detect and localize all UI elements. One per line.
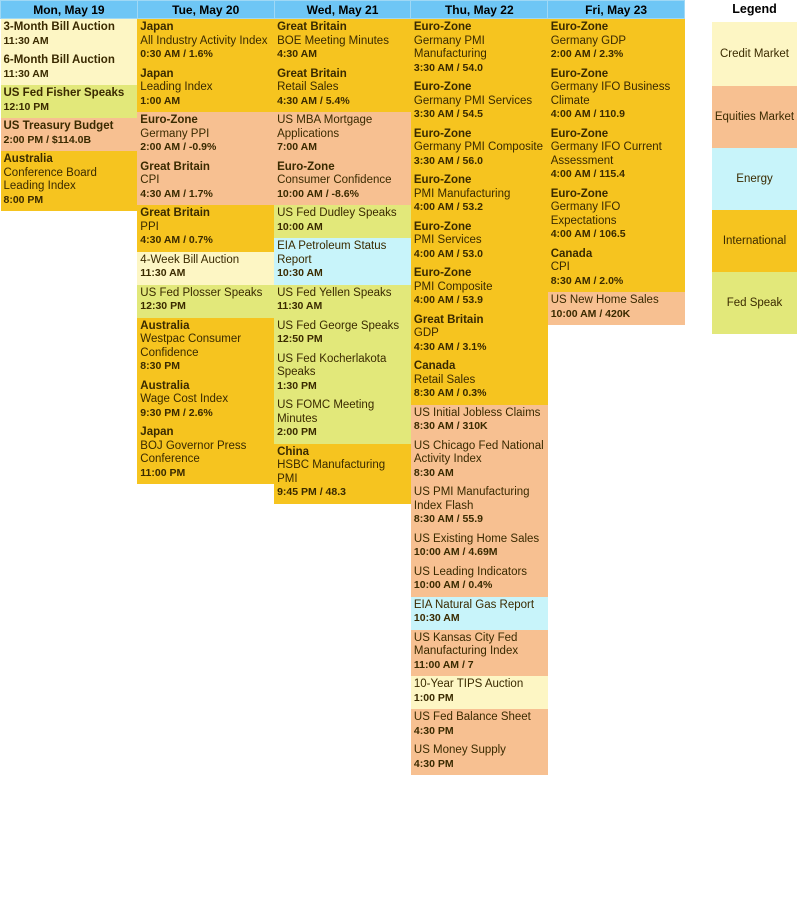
event-country: Euro-Zone	[550, 21, 609, 33]
event-meta: 8:30 AM / 0.3%	[413, 387, 487, 399]
event-meta: 9:30 PM / 2.6%	[140, 406, 213, 419]
calendar-event[interactable]	[548, 19, 685, 66]
event-meta: 12:50 PM	[277, 333, 323, 345]
calendar-event[interactable]	[411, 531, 548, 564]
calendar-header-row	[1, 1, 685, 19]
day-column-fri	[548, 19, 685, 776]
event-title: Germany IFO Business Climate	[550, 81, 671, 107]
event-title: US New Home Sales	[550, 294, 659, 306]
event-meta: 4:30 AM / 3.1%	[413, 340, 487, 353]
day-header-tue: Tue, May 20	[137, 1, 274, 19]
event-meta: 11:30 AM	[3, 34, 49, 47]
calendar-event[interactable]	[411, 676, 548, 709]
event-country: Japan	[140, 67, 174, 80]
event-meta: 3:30 AM / 54.5	[413, 108, 483, 120]
calendar-event[interactable]	[137, 318, 274, 378]
event-meta: 4:30 AM	[277, 48, 317, 60]
event-meta: 4:30 PM	[413, 757, 454, 770]
legend-item-credit-market	[712, 22, 797, 86]
calendar-event[interactable]	[137, 19, 274, 66]
event-title: US Fed Yellen Speaks	[277, 286, 392, 299]
event-meta: 2:00 PM / $114.0B	[3, 133, 92, 146]
calendar-event[interactable]	[411, 312, 548, 359]
legend-item-fed-speak	[712, 272, 797, 334]
event-title: US Kansas City Fed Manufacturing Index	[413, 631, 519, 657]
event-title: Germany PMI Services	[413, 94, 533, 107]
calendar-event[interactable]	[137, 424, 274, 484]
event-country: Euro-Zone	[140, 114, 198, 126]
event-meta: 4:30 AM / 5.4%	[277, 94, 350, 107]
event-country: Euro-Zone	[413, 267, 472, 279]
event-title: 6-Month Bill Auction	[3, 54, 115, 66]
event-meta: 4:00 AM / 53.9	[413, 294, 483, 306]
legend-label-fed-speak: Fed Speak	[726, 297, 783, 309]
calendar-event[interactable]	[411, 126, 548, 173]
legend	[712, 0, 797, 334]
event-country: Euro-Zone	[413, 174, 472, 186]
calendar-event[interactable]	[411, 219, 548, 266]
calendar-event[interactable]	[137, 252, 274, 285]
calendar-event[interactable]	[411, 79, 548, 126]
event-title: US FOMC Meeting Minutes	[277, 399, 375, 425]
calendar-event[interactable]	[274, 19, 411, 66]
calendar-event[interactable]	[274, 444, 411, 504]
event-meta: 8:30 AM / 310K	[413, 420, 488, 432]
event-meta: 2:00 AM / -0.9%	[140, 141, 217, 153]
event-meta: 7:00 AM	[277, 141, 317, 153]
calendar-event[interactable]	[548, 246, 685, 293]
event-country: Euro-Zone	[413, 21, 472, 33]
day-column-wed	[274, 19, 411, 776]
event-title: US Existing Home Sales	[413, 532, 540, 545]
event-title: Retail Sales	[277, 81, 339, 93]
calendar-event[interactable]	[1, 151, 138, 211]
event-meta: 4:30 AM / 1.7%	[140, 187, 213, 200]
event-title: US Leading Indicators	[413, 565, 528, 578]
day-header-mon: Mon, May 19	[1, 1, 138, 19]
event-title: 4-Week Bill Auction	[140, 253, 240, 266]
calendar-event[interactable]	[274, 285, 411, 318]
event-country: Australia	[3, 153, 53, 165]
event-country: Canada	[550, 247, 593, 260]
event-country: Euro-Zone	[277, 160, 335, 173]
event-title: CPI	[140, 174, 160, 186]
legend-label-equities-market: Equities Market	[714, 111, 795, 123]
event-meta: 8:30 AM	[413, 466, 454, 479]
event-country: Australia	[140, 379, 190, 392]
calendar-event[interactable]	[1, 85, 138, 118]
event-title: Westpac Consumer Confidence	[140, 333, 242, 359]
event-meta: 3:30 AM / 56.0	[413, 154, 483, 167]
calendar-event[interactable]	[411, 19, 548, 79]
event-title: PMI Composite	[413, 280, 493, 293]
event-title: US Fed Kocherlakota Speaks	[277, 352, 387, 378]
event-country: Euro-Zone	[550, 127, 609, 140]
event-meta: 10:00 AM	[277, 220, 323, 233]
calendar-event[interactable]	[411, 172, 548, 219]
legend-title: Legend	[732, 2, 777, 16]
calendar-event[interactable]	[548, 126, 685, 186]
event-country: Great Britain	[140, 207, 210, 219]
calendar-event[interactable]	[548, 292, 685, 325]
calendar-event[interactable]	[1, 118, 138, 151]
event-meta: 8:00 PM	[3, 193, 44, 206]
event-meta: 8:30 AM / 2.0%	[550, 274, 624, 287]
calendar-body-row	[1, 19, 685, 776]
event-meta: 8:30 PM	[140, 360, 180, 372]
event-meta: 12:10 PM	[3, 100, 50, 113]
day-column-mon	[1, 19, 138, 776]
calendar-event[interactable]	[411, 265, 548, 312]
event-title: Germany PMI Manufacturing	[413, 34, 487, 60]
event-meta: 12:30 PM	[140, 300, 186, 312]
event-title: Wage Cost Index	[140, 393, 229, 405]
event-country: Great Britain	[140, 160, 210, 173]
event-title: US Chicago Fed National Activity Index	[413, 439, 544, 465]
event-country: Japan	[140, 426, 174, 438]
event-title: Germany IFO Current Assessment	[550, 141, 662, 167]
event-title: EIA Petroleum Status Report	[277, 240, 387, 266]
legend-label-energy: Energy	[736, 173, 773, 185]
event-meta: 10:30 AM	[277, 267, 323, 279]
calendar-event[interactable]	[411, 630, 548, 677]
event-title: Leading Index	[140, 81, 213, 93]
event-list-fri	[548, 19, 685, 325]
event-meta: 4:00 AM / 106.5	[550, 228, 626, 240]
event-country: Japan	[140, 21, 174, 33]
calendar-event[interactable]	[411, 358, 548, 405]
event-country: China	[277, 445, 310, 458]
event-meta: 10:00 AM / 420K	[550, 307, 631, 320]
calendar-event[interactable]	[411, 405, 548, 438]
event-title: PPI	[140, 220, 159, 233]
event-country: Euro-Zone	[413, 127, 472, 140]
calendar-event[interactable]	[548, 186, 685, 246]
event-country: Euro-Zone	[550, 187, 609, 200]
event-meta: 4:30 PM	[413, 724, 454, 737]
event-meta: 10:00 AM / 4.69M	[413, 546, 498, 558]
calendar-event[interactable]	[274, 397, 411, 444]
event-title: US Fed Plosser Speaks	[140, 286, 263, 299]
calendar-event[interactable]	[411, 438, 548, 485]
event-title: Germany PMI Composite	[413, 141, 543, 153]
event-meta: 1:30 PM	[277, 379, 317, 392]
event-title: US Fed George Speaks	[277, 319, 400, 332]
event-country: Great Britain	[277, 67, 347, 80]
event-title: BOE Meeting Minutes	[277, 34, 389, 47]
calendar-event[interactable]	[411, 564, 548, 597]
event-list-thu	[411, 19, 548, 775]
day-header-thu: Thu, May 22	[411, 1, 548, 19]
calendar-event[interactable]	[274, 351, 411, 398]
calendar-event[interactable]	[411, 484, 548, 531]
event-meta: 10:00 AM / 0.4%	[413, 579, 493, 591]
event-list-mon	[1, 19, 138, 211]
calendar-event[interactable]	[274, 112, 411, 159]
event-title: Germany IFO Expectations	[550, 201, 621, 227]
calendar-event[interactable]	[137, 66, 274, 113]
event-meta: 3:30 AM / 54.0	[413, 61, 483, 74]
event-title: Conference Board Leading Index	[3, 166, 97, 192]
event-title: CPI	[550, 261, 570, 273]
event-country: Canada	[413, 360, 456, 372]
event-meta: 4:30 AM / 0.7%	[140, 234, 213, 246]
event-title: Consumer Confidence	[277, 174, 392, 186]
event-title: US Money Supply	[413, 744, 506, 756]
event-title: Germany GDP	[550, 34, 627, 47]
event-title: US Fed Balance Sheet	[413, 711, 531, 723]
event-meta: 2:00 AM / 2.3%	[550, 48, 624, 60]
day-header-fri: Fri, May 23	[548, 1, 685, 19]
event-list-wed	[274, 19, 411, 504]
day-column-thu	[411, 19, 548, 776]
event-title: US MBA Mortgage Applications	[277, 114, 373, 140]
calendar-event[interactable]	[274, 159, 411, 206]
event-meta: 4:00 AM / 53.2	[413, 201, 483, 213]
calendar-event[interactable]	[274, 318, 411, 351]
event-country: Euro-Zone	[413, 220, 472, 233]
event-meta: 11:30 AM	[3, 67, 49, 80]
day-column-tue	[137, 19, 274, 776]
calendar-event[interactable]	[1, 19, 138, 52]
event-meta: 4:00 AM / 53.0	[413, 247, 483, 260]
legend-label-international: International	[722, 235, 787, 247]
event-title: US PMI Manufacturing Index Flash	[413, 486, 530, 512]
event-title: PMI Services	[413, 234, 482, 246]
calendar-event[interactable]	[137, 285, 274, 318]
event-meta: 0:30 AM / 1.6%	[140, 48, 213, 60]
event-meta: 10:30 AM	[413, 612, 460, 624]
event-title: GDP	[413, 327, 439, 339]
event-title: BOJ Governor Press Conference	[140, 439, 247, 465]
legend-item-energy	[712, 148, 797, 210]
event-title: Germany PPI	[140, 127, 210, 140]
event-title: US Treasury Budget	[3, 120, 114, 132]
event-list-tue	[137, 19, 274, 484]
event-meta: 11:30 AM	[277, 300, 323, 312]
event-title: US Initial Jobless Claims	[413, 406, 541, 419]
calendar-event[interactable]	[137, 112, 274, 159]
calendar-event[interactable]	[137, 378, 274, 425]
day-header-wed: Wed, May 21	[274, 1, 411, 19]
event-meta: 2:00 PM	[277, 426, 317, 438]
calendar-event[interactable]	[548, 66, 685, 126]
event-meta: 8:30 AM / 55.9	[413, 513, 483, 525]
legend-label-credit-market: Credit Market	[719, 48, 790, 60]
calendar-event[interactable]	[411, 742, 548, 775]
event-meta: 9:45 PM / 48.3	[277, 486, 346, 498]
event-meta: 11:30 AM	[140, 267, 186, 279]
event-meta: 11:00 PM	[140, 466, 186, 479]
event-country: Great Britain	[413, 313, 484, 326]
calendar-event[interactable]	[274, 238, 411, 285]
event-title: Retail Sales	[413, 373, 476, 386]
event-meta: 10:00 AM / -8.6%	[277, 187, 359, 200]
calendar-event[interactable]	[137, 205, 274, 252]
calendar-event[interactable]	[411, 597, 548, 630]
legend-item-international	[712, 210, 797, 272]
event-country: Euro-Zone	[550, 67, 609, 80]
event-meta: 11:00 AM / 7	[413, 658, 474, 671]
calendar-event[interactable]	[274, 205, 411, 238]
calendar-event[interactable]	[411, 709, 548, 742]
event-meta: 1:00 AM	[140, 94, 181, 107]
calendar-event[interactable]	[274, 66, 411, 113]
event-country: Great Britain	[277, 21, 347, 33]
event-country: Australia	[140, 319, 190, 332]
event-title: US Fed Dudley Speaks	[277, 207, 397, 219]
event-title: HSBC Manufacturing PMI	[277, 459, 386, 485]
event-title: All Industry Activity Index	[140, 34, 268, 47]
legend-item-equities-market	[712, 86, 797, 148]
event-meta: 1:00 PM	[413, 691, 454, 704]
event-country: Euro-Zone	[413, 81, 472, 93]
event-title: US Fed Fisher Speaks	[3, 87, 125, 99]
event-title: 3-Month Bill Auction	[3, 21, 115, 33]
calendar-event[interactable]	[137, 159, 274, 206]
event-title: PMI Manufacturing	[413, 187, 511, 200]
event-title: EIA Natural Gas Report	[413, 598, 535, 611]
calendar-event[interactable]	[1, 52, 138, 85]
event-title: 10-Year TIPS Auction	[413, 678, 524, 690]
event-meta: 4:00 AM / 115.4	[550, 168, 626, 180]
event-meta: 4:00 AM / 110.9	[550, 108, 626, 120]
